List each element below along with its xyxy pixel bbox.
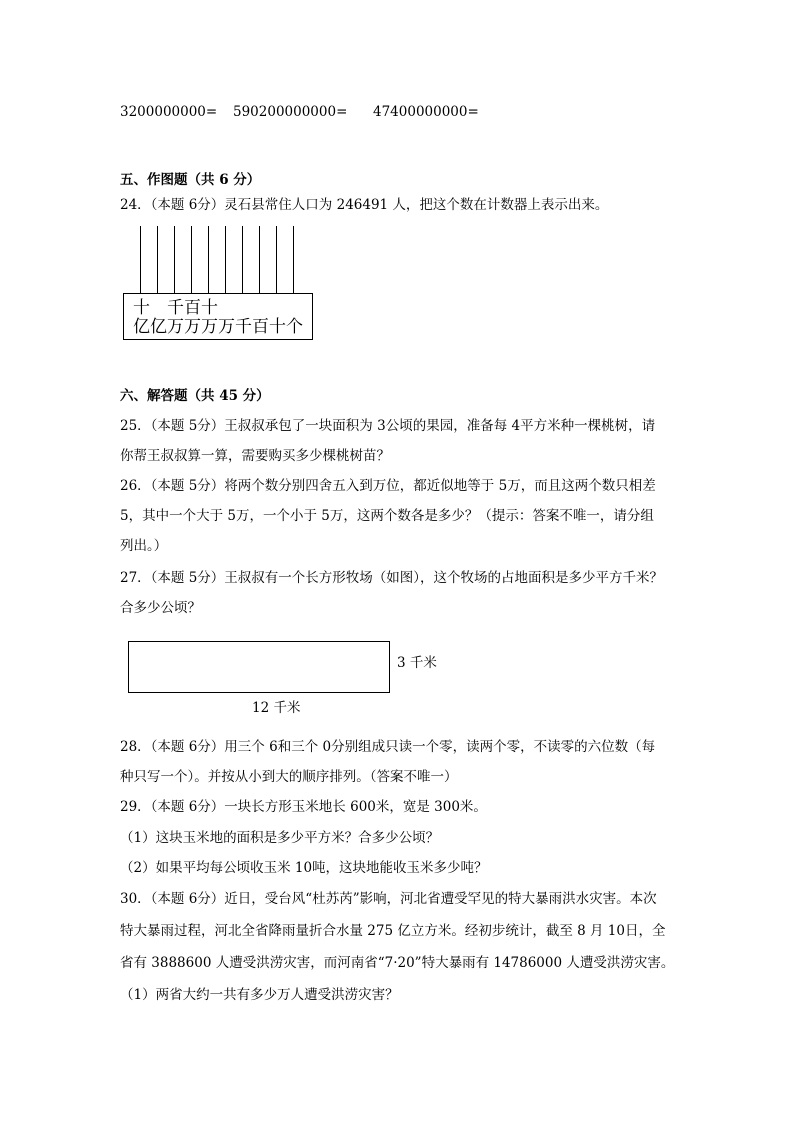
question-30-line-2: 特大暴雨过程，河北全省降雨量折合水量 275 亿立方米。经初步统计，截至 8 月 10日，全 — [120, 923, 666, 939]
question-30-sub-1: （1）两省大约一共有多少万人遭受洪涝灾害？ — [120, 987, 399, 1003]
conversion-item-3: 47400000000= — [373, 104, 479, 120]
question-28-line-1: 28．（本题 6分）用三个 6和三个 0分别组成只读一个零，读两个零，不读零的六位数（每 — [120, 739, 656, 755]
question-27-line-2: 合多少公顷？ — [120, 600, 201, 616]
counter-rod — [225, 226, 226, 294]
pasture-width-label: 12 千米 — [252, 700, 301, 716]
counter-rod — [174, 226, 175, 294]
pasture-rectangle — [128, 641, 390, 693]
question-28-line-2: 种只写一个）。并按从小到大的顺序排列。（答案不唯一） — [120, 769, 458, 785]
question-26-line-2: 5，其中一个大于 5万，一个小于 5万，这两个数各是多少？（提示：答案不唯一，请分组 — [120, 508, 654, 524]
counter-rod — [293, 226, 294, 294]
counter-rod — [259, 226, 260, 294]
conversion-item-2: 590200000000= — [233, 104, 348, 120]
counter-rod — [140, 226, 141, 294]
question-30-line-1: 30．（本题 6分）近日，受台风“杜苏芮”影响，河北省遭受罕见的特大暴雨洪水灾害。本次 — [120, 891, 657, 907]
pasture-height-label: 3 千米 — [397, 655, 437, 671]
question-29-sub-1: （1）这块玉米地的面积是多少平方米？合多少公顷？ — [120, 830, 440, 846]
question-29-sub-2: （2）如果平均每公顷收玉米 10吨，这块地能收玉米多少吨？ — [120, 860, 488, 876]
question-29-line-1: 29．（本题 6分）一块长方形玉米地长 600米，宽是 300米。 — [120, 799, 487, 815]
counter-rod — [157, 226, 158, 294]
counter-rod — [276, 226, 277, 294]
counter-rod — [191, 226, 192, 294]
question-30-line-3: 省有 3888600 人遭受洪涝灾害，而河南省“7·20”特大暴雨有 14786000 人遭受洪涝灾害。 — [120, 955, 675, 971]
question-26-line-3: 列出。） — [120, 538, 168, 554]
question-25-line-1: 25．（本题 5分）王叔叔承包了一块面积为 3公顷的果园，准备每 4平方米种一棵桃树，请 — [120, 418, 656, 434]
section6-heading: 六、解答题（共 45 分） — [120, 388, 270, 404]
question-27-line-1: 27．（本题 5分）王叔叔有一个长方形牧场（如图），这个牧场的占地面积是多少平方千米？ — [120, 570, 664, 586]
counter-rod — [208, 226, 209, 294]
section5-heading: 五、作图题（共 6 分） — [120, 172, 261, 188]
counter-rod — [242, 226, 243, 294]
question-24: 24．（本题 6分）灵石县常住人口为 246491 人，把这个数在计数器上表示出来。 — [120, 197, 609, 213]
counter-place-row-1: 十 千百十 — [133, 298, 218, 318]
question-26-line-1: 26．（本题 5分）将两个数分别四舍五入到万位，都近似地等于 5万，而且这两个数只相差 — [120, 478, 656, 494]
conversion-item-1: 3200000000= — [120, 104, 218, 120]
counter-place-row-2: 亿亿万万万万千百十个 — [133, 317, 303, 337]
question-25-line-2: 你帮王叔叔算一算，需要购买多少棵桃树苗？ — [120, 448, 390, 464]
